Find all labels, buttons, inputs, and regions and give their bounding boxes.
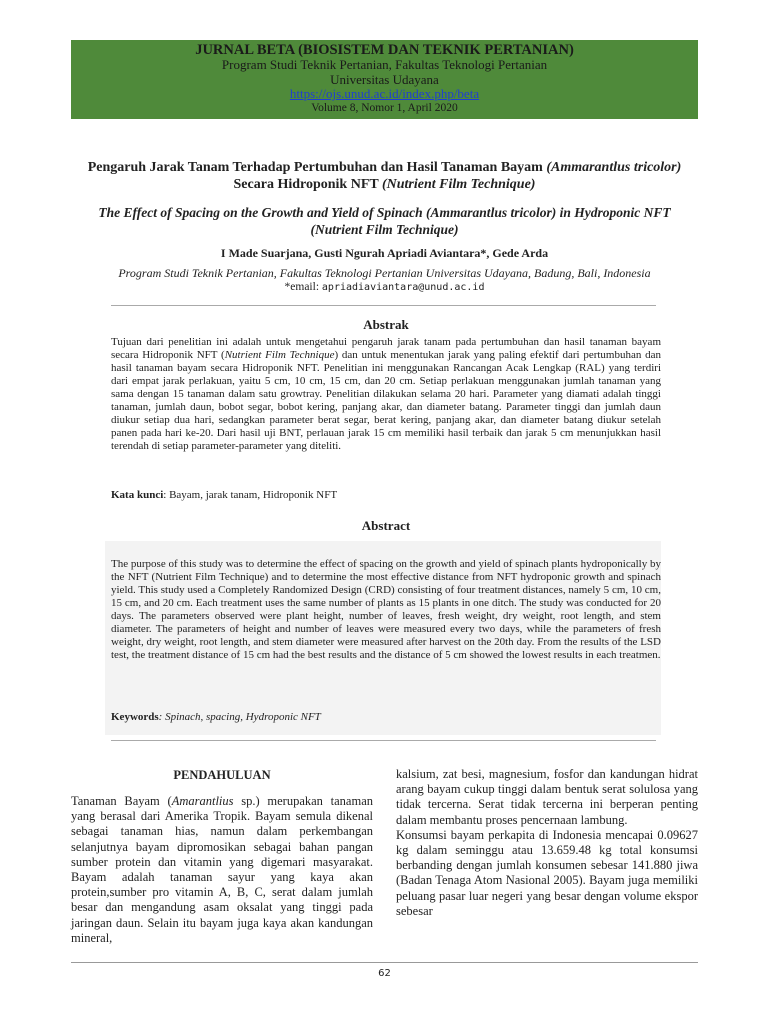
title-english: The Effect of Spacing on the Growth and Yield of Spinach (Ammarantlus tricolor) in Hydroponic NFT (Nutrient Film Technique) <box>98 205 671 237</box>
abstrak-body: Tujuan dari penelitian ini adalah untuk mengetahui pengaruh jarak tanam pada pertumbuhan dan hasil tanaman bayam secara Hidroponik NFT (Nutrient Film Technique) dan untuk menentukan jarak yang paling efektif dari pertumbuhan dan hasil tanaman bayam secara Hidroponik NFT. Penelitian ini menggunakan Rancangan Acak Lengkap (RAL) yang terdiri dari empat jarak perlakuan, yaitu 5 cm, 10 cm, 15 cm, dan 20 cm. Setiap perlakuan menggunakan jumlah tanaman yang sama dengan 15 tanaman dalam satu growtray. Penelitian dilakukan selama 20 hari. Parameter yang diamati adalah tinggi tanaman, jumlah daun, bobot segar, bobot kering, panjang akar, dan diameter batang. Parameter tinggi dan jumlah daun diukur setiap dua hari, sedangkan parameter berat segar, berat kering, panjang akar, dan diameter batang diukur setelah panen pada hari ke-20. Dari hasil uji BNT, perlauan jarak 15 cm memiliki hasil terbaik dan jarak 5 cm menunjukkan hasil terendah di setiap parameter-parameter yang diteliti. <box>111 336 662 452</box>
intro-right-para-1: kalsium, zat besi, magnesium, fosfor dan kandungan hidrat arang bayam cukup tinggi dalam bentuk serat solulosa yang tidak tercerna. Serat tidak tercerna ini berperan penting dalam membantu proses pencernaan lambung. <box>396 767 698 827</box>
affiliation: Program Studi Teknik Pertanian, Fakultas Teknologi Pertanian Universitas Udayana, Badung, Bali, Indonesia <box>118 266 651 280</box>
email-line <box>71 281 698 293</box>
title-id-species: (Ammarantlus tricolor) <box>546 160 682 175</box>
abstrak-heading: Abstrak <box>363 317 409 332</box>
title-id-main: Pengaruh Jarak Tanam Terhadap Pertumbuhan dan Hasil Tanaman Bayam <box>87 160 543 175</box>
title-id-line2: Secara Hidroponik NFT <box>233 177 379 192</box>
intro-right-column <box>396 767 698 919</box>
title-id-nft: (Nutrient Film Technique) <box>381 177 536 192</box>
keywords: Keywords: Spinach, spacing, Hydroponic NFT <box>111 711 321 723</box>
intro-left-column: Tanaman Bayam (Amarantlius sp.) merupakan tanaman yang berasal dari Amerika Tropik. Bayam semula dikenal sebagai tanaman hias, namun dalam perkembangan selanjutnya bayam dipromosikan sebagai bahan pangan sumber protein dan vitamin yang digemari masyarakat. Bayam adalah tanaman sayur yang kaya akan protein,sumber pro vitamin A, B, C, serat dalam jumlah besar dan mengandung asam oksalat yang tinggi pada jaringan daun. Selain itu bayam juga kaya akan kandungan mineral, <box>71 794 373 945</box>
university-line: Universitas Udayana <box>330 71 439 87</box>
program-line: Program Studi Teknik Pertanian, Fakultas Teknologi Pertanian <box>221 57 548 72</box>
journal-url-link[interactable]: https://ojs.unud.ac.id/index.php/beta <box>289 86 480 101</box>
journal-title: JURNAL BETA (BIOSISTEM DAN TEKNIK PERTANIAN) <box>195 42 574 58</box>
divider-mid <box>111 740 656 741</box>
footer-divider <box>71 962 698 963</box>
kata-kunci: Kata kunci: Bayam, jarak tanam, Hidroponik NFT <box>111 489 338 501</box>
abstract-heading: Abstract <box>361 518 411 533</box>
divider-top <box>111 305 656 306</box>
email-label: *email: <box>284 281 320 293</box>
page-number: 62 <box>378 968 391 979</box>
volume-line: Volume 8, Nomor 1, April 2020 <box>311 101 458 114</box>
title-indonesian <box>71 159 698 193</box>
intro-right-para-2: Konsumsi bayam perkapita di Indonesia mencapai 0.09627 kg dalam seminggu atau 13.659.48 kg total konsumsi berbanding dengan jumlah konsumen sebesar 141.880 jiwa (Badan Tenaga Atom Nasional 2005). Bayam juga memiliki peluang pasar luar negeri yang besar dengan volume ekspor sebesar <box>396 827 698 918</box>
journal-header <box>71 40 698 119</box>
abstract-body: The purpose of this study was to determine the effect of spacing on the growth and yield of spinach plants hydroponically by the NFT (Nutrient Film Technique) and to determine the most effective distance from NFT hydroponic growth and spinach yield. This study used a Completely Randomized Design (CRD) consisting of four treatment distances, namely 5 cm, 10 cm, 15 cm, and 20 cm. Each treatment uses the same number of plants as 15 plants in one ditch. The study was conducted for 20 days. The parameters observed were plant height, number of leaves, fresh weight, dry weight, root length, and stem diameter. The parameters of height and number of leaves were measured every two days, while the parameters of fresh weight, dry weight, root length, and stem diameter were measured after harvest on the 20th day. From the results of the LSD test, the treatment distance of 15 cm had the best results and the distance of 5 cm showed the lowest results in each treatmen. <box>111 558 661 661</box>
pendahuluan-heading: PENDAHULUAN <box>173 768 271 782</box>
authors: I Made Suarjana, Gusti Ngurah Apriadi Aviantara*, Gede Arda <box>220 246 549 260</box>
email-address[interactable]: apriadiaviantara@unud.ac.id <box>321 282 485 293</box>
